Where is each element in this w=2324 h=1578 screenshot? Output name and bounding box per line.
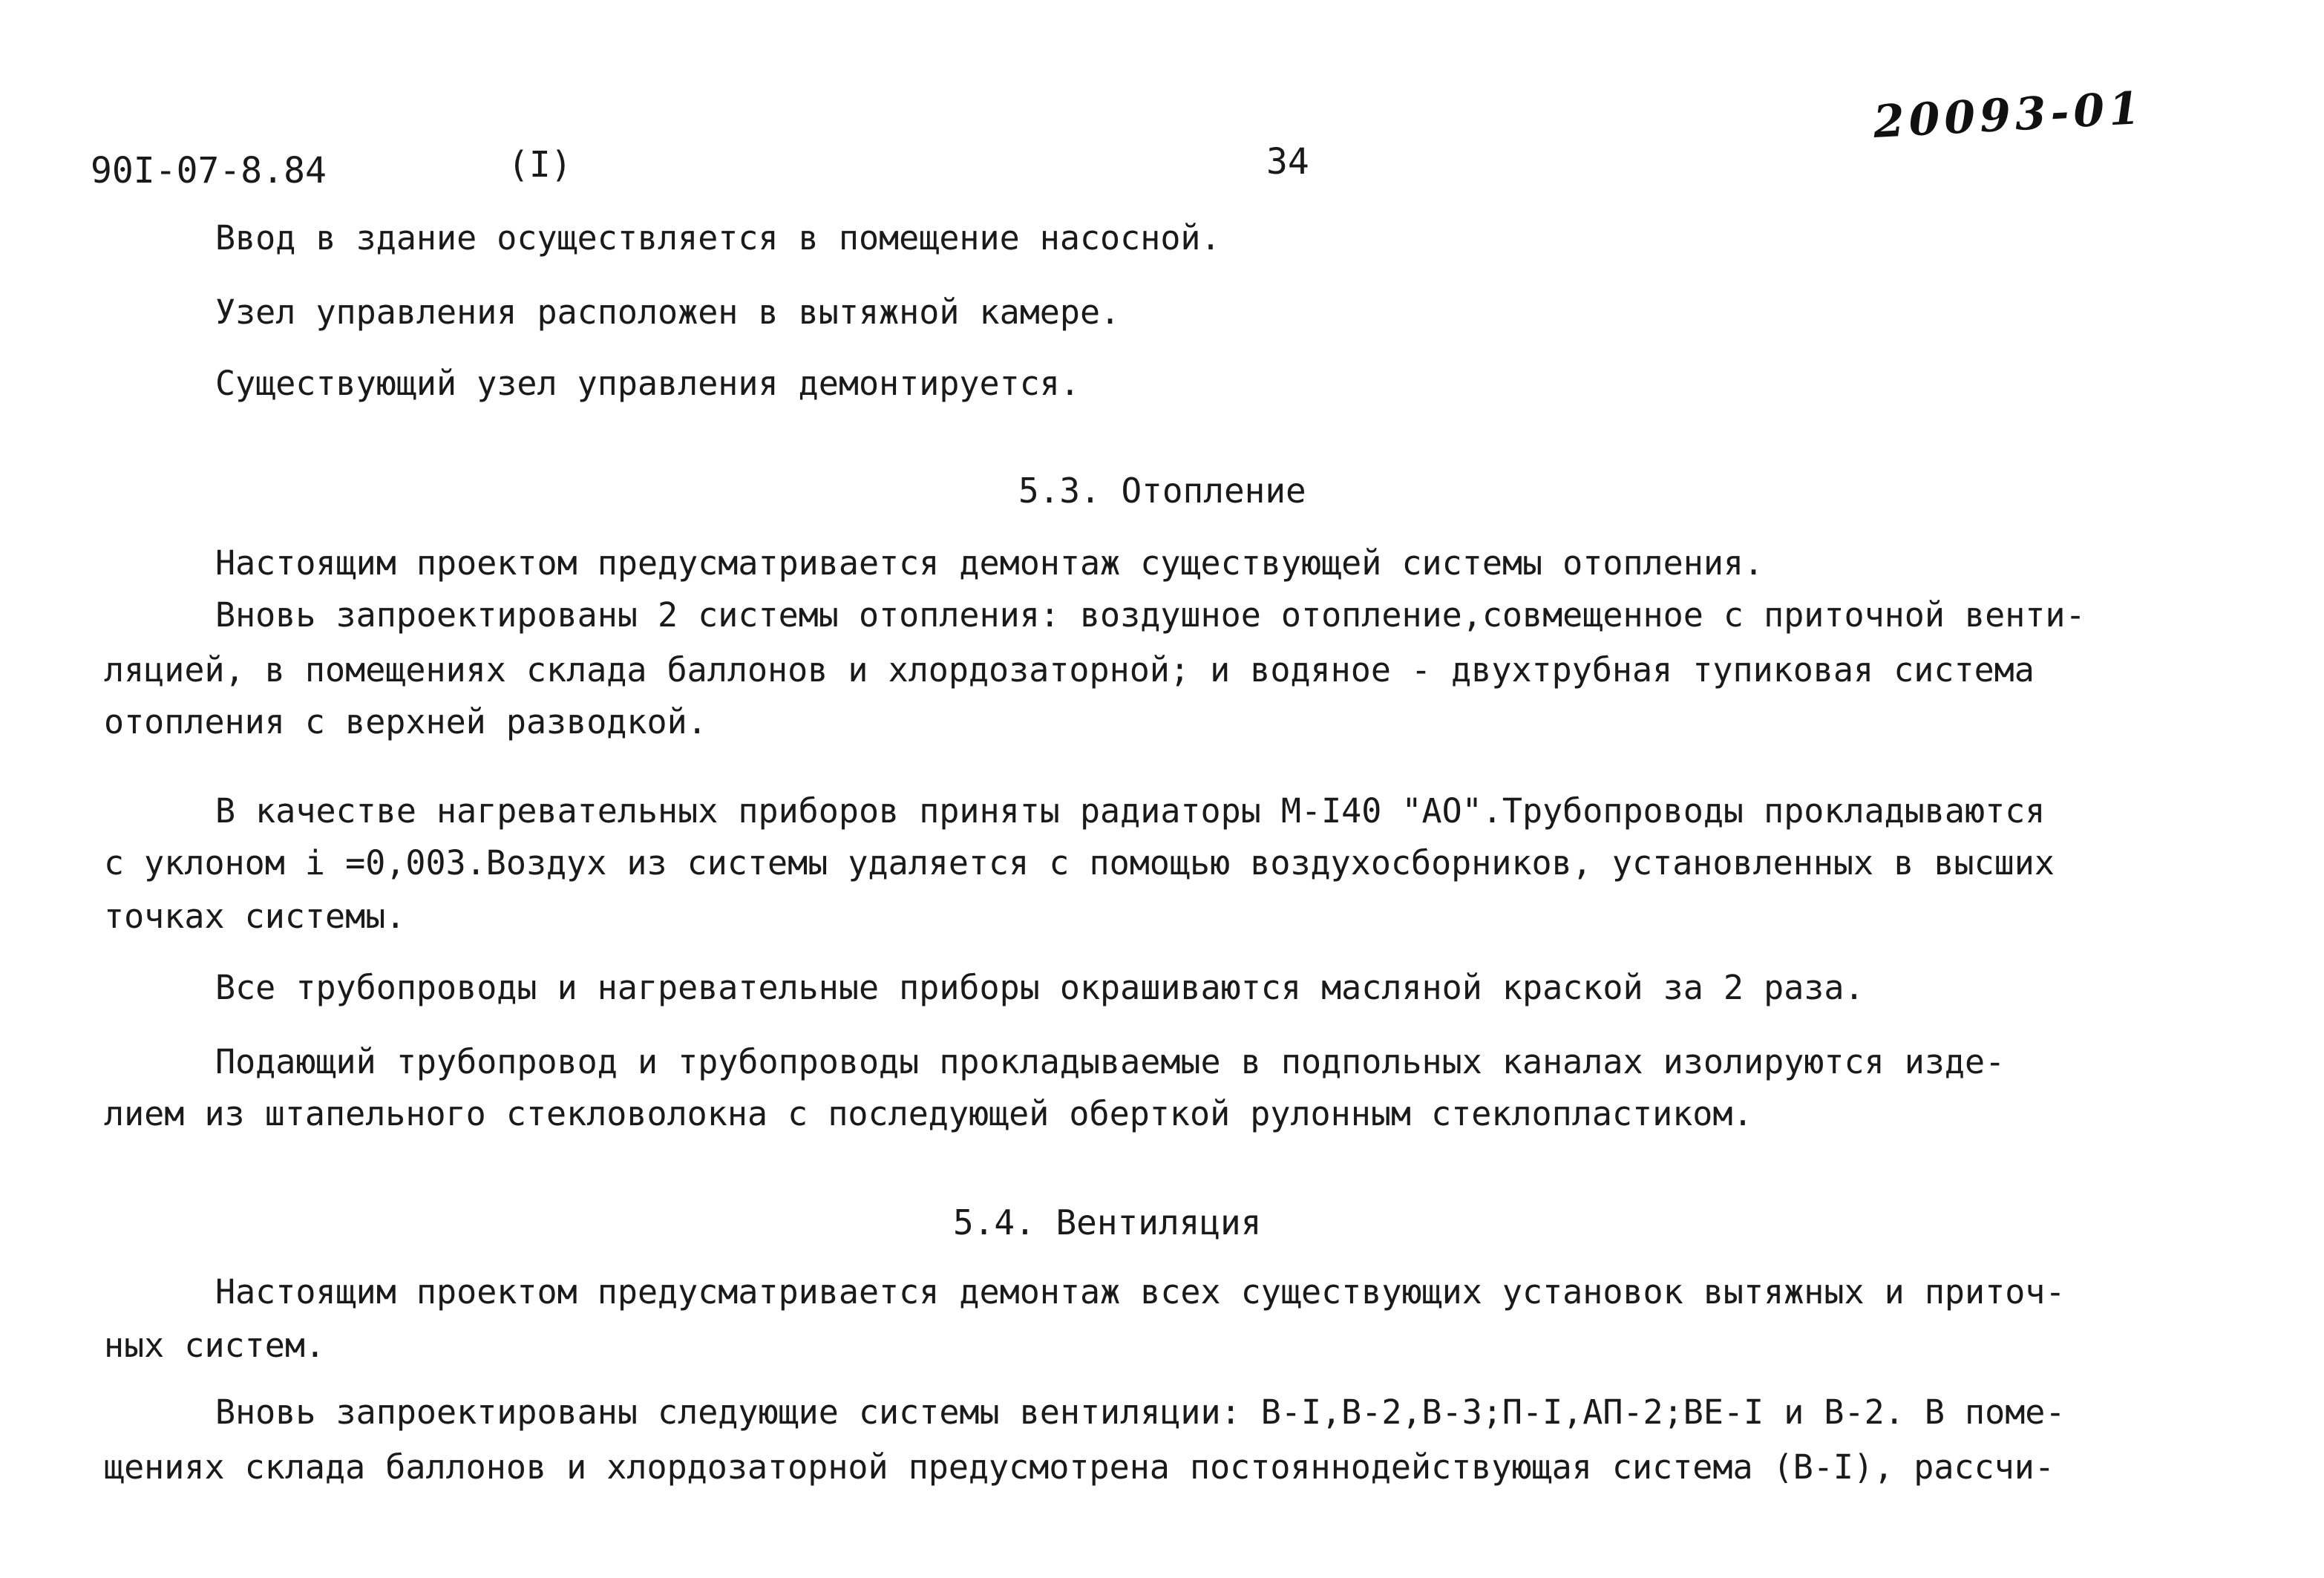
text-line: Вновь запроектированы 2 системы отопления: воздушное отопление,совмещенное с приточной венти- bbox=[215, 595, 2086, 635]
text-line: с уклоном i =0,003.Воздух из системы удаляется с помощью воздухосборников, установленных в высших bbox=[104, 843, 2055, 883]
page-number: 34 bbox=[1266, 141, 1309, 183]
document-part: (I) bbox=[508, 144, 572, 186]
handwritten-number: 20093-01 bbox=[1872, 82, 2146, 148]
text-line: Все трубопроводы и нагревательные приборы окрашиваются масляной краской за 2 раза. bbox=[215, 968, 1865, 1007]
paragraph: Существующий узел управления демонтируется. bbox=[215, 364, 1080, 403]
text-line: ных систем. bbox=[104, 1326, 326, 1365]
text-line: Настоящим проектом предусматривается демонтаж существующей системы отопления. bbox=[215, 543, 1764, 583]
section-heading-ventilation: 5.4. Вентиляция bbox=[953, 1202, 1262, 1243]
text-line: щениях склада баллонов и хлордозаторной предусмотрена постояннодействующая система (В-I), рассчи- bbox=[104, 1447, 2055, 1487]
section-heading-heating: 5.3. Отопление bbox=[1018, 471, 1306, 511]
document-code: 90I-07-8.84 bbox=[91, 150, 327, 191]
paragraph: Ввод в здание осуществляется в помещение насосной. bbox=[215, 218, 1221, 258]
text-line: Вновь запроектированы следующие системы вентиляции: В-I,В-2,В-3;П-I,АП-2;ВЕ-I и В-2. В поме- bbox=[215, 1392, 2066, 1432]
text-line: Настоящим проектом предусматривается демонтаж всех существующих установок вытяжных и приточ- bbox=[215, 1272, 2066, 1312]
text-line: точках системы. bbox=[104, 897, 406, 936]
paragraph: Узел управления расположен в вытяжной камере. bbox=[215, 292, 1121, 332]
text-line: отопления с верхней разводкой. bbox=[104, 702, 707, 741]
text-line: Подающий трубопровод и трубопроводы прокладываемые в подпольных каналах изолируются изде- bbox=[215, 1042, 2006, 1081]
text-line: лием из штапельного стекловолокна с последующей оберткой рулонным стеклопластиком. bbox=[104, 1094, 1753, 1133]
text-line: В качестве нагревательных приборов приняты радиаторы М-I40 "АО".Трубопроводы прокладываются bbox=[215, 791, 2046, 831]
text-line: ляцией, в помещениях склада баллонов и хлордозаторной; и водяное - двухтрубная тупиковая система bbox=[104, 650, 2035, 690]
